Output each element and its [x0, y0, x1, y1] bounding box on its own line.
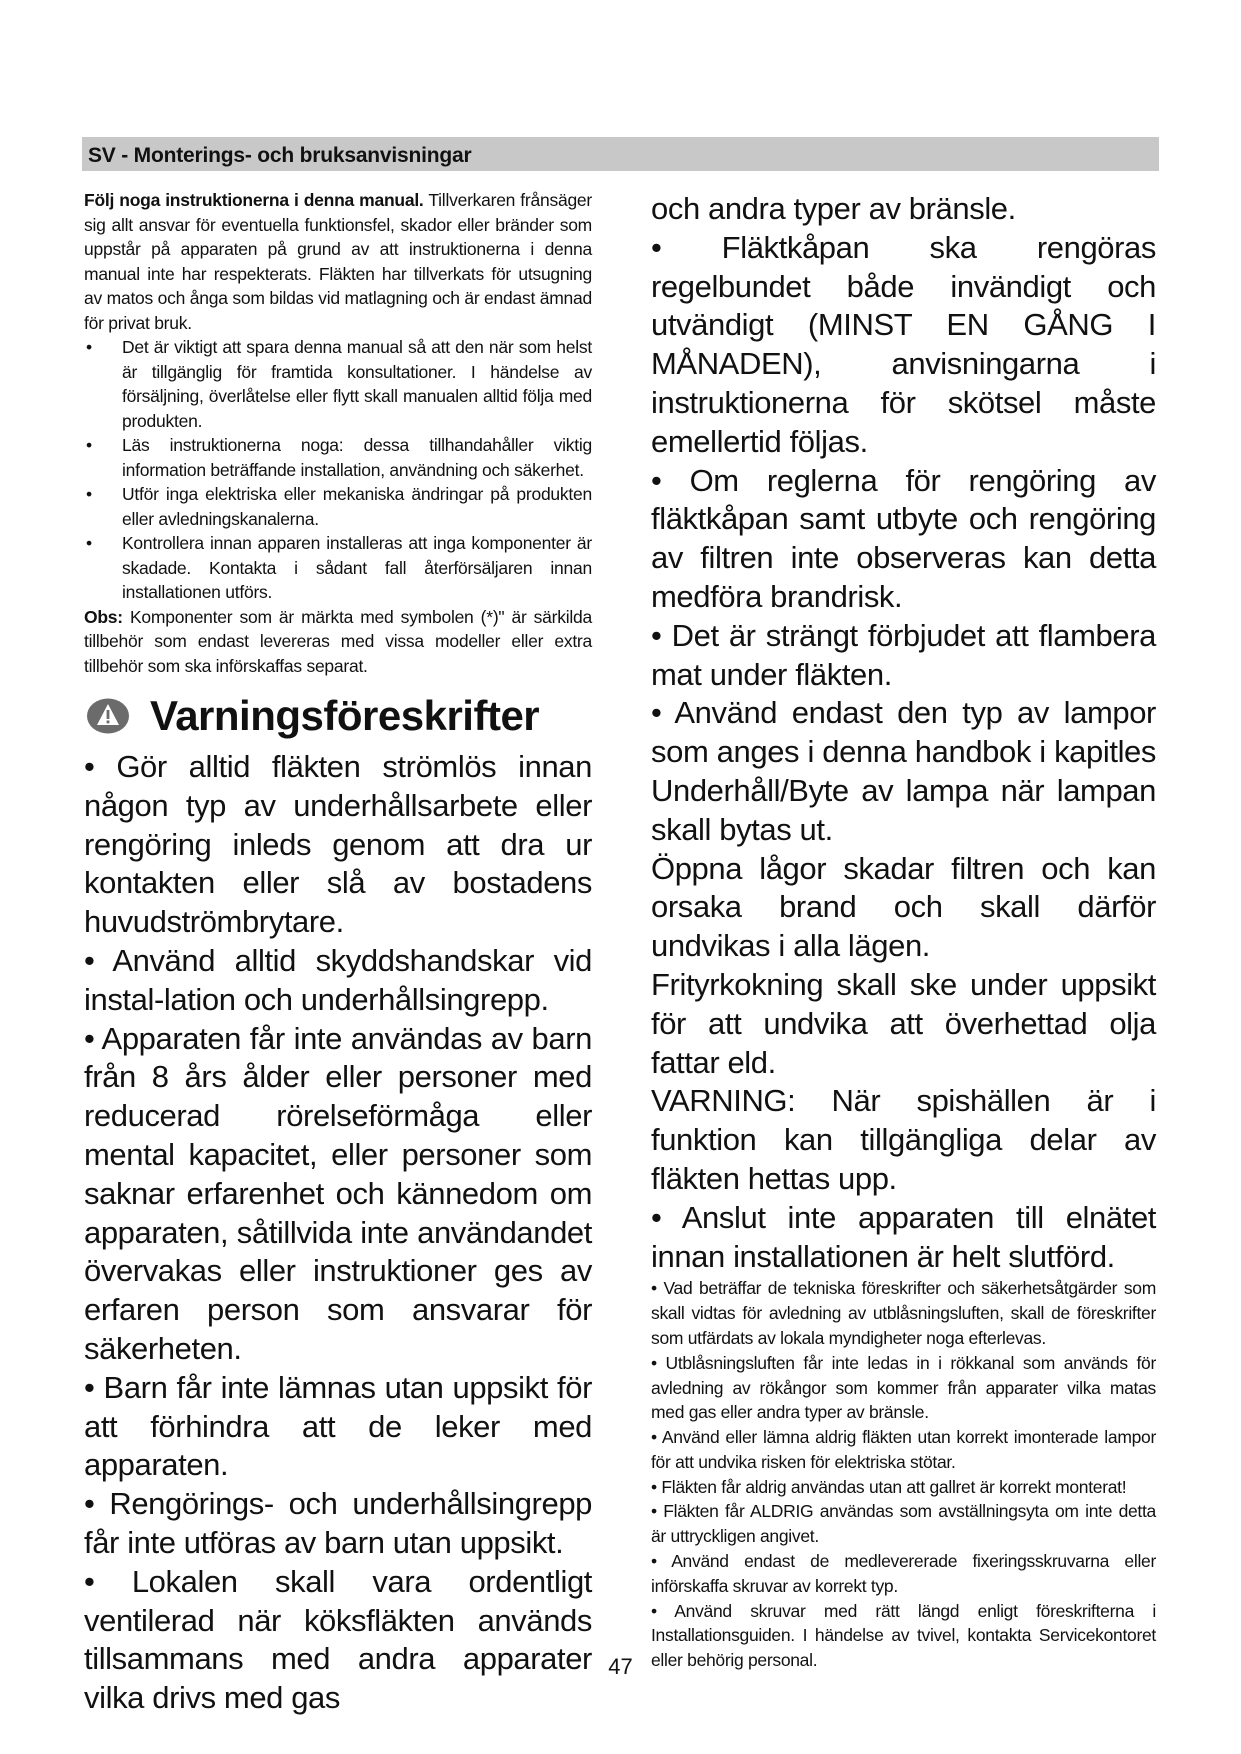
warning-paragraph: • Gör alltid fläkten strömlös innan någon typ av underhållsarbete eller rengöring inleds genom att dra ur kontakten eller slå av bostadens huvudströmbrytare.	[84, 749, 592, 940]
section-header-bar	[82, 137, 1159, 171]
warning-paragraph: • Fläktkåpan ska rengöras regelbundet både invändigt och utvändigt (MINST EN GÅNG I MÅNADEN), anvisningarna i instruktionerna för skötsel måste emellertid följas.	[651, 229, 1156, 459]
list-item	[84, 531, 592, 605]
obs-text: Komponenter som är märkta med symbolen (*)" är särkilda tillbehör som endast levereras med vissa modeller eller extra tillbehör som ska införskaffas separat.	[84, 606, 592, 676]
bullet-text: Det är viktigt att spara denna manual så att den när som helst är tillgänglig för framtida konsultationer. I händelse av försäljning, överlåtelse eller flytt skall manualen alltid följa med produkten.	[122, 337, 592, 431]
warning-paragraph: • Fläkten får ALDRIG användas som avställningsyta om inte detta är uttryckligen angivet.	[651, 1501, 1156, 1547]
list-item	[84, 433, 592, 482]
intro-text: Tillverkaren frånsäger sig allt ansvar för eventuella funktionsfel, skador eller bränder som uppstår på apparaten på grund av att instruktionerna i denna manual inte har respekterats. Fläkten har tillverkats för utsugning av matos och ånga som bildas vid matlagning och är endast ämnad för privat bruk.	[84, 190, 592, 333]
list-item	[84, 335, 592, 433]
warning-paragraph: • Det är strängt förbjudet att flambera mat under fläkten.	[651, 617, 1156, 692]
warning-paragraph: • Anslut inte apparaten till elnätet innan installationen är helt slutförd.	[651, 1199, 1156, 1274]
bullet-symbol: •	[86, 337, 92, 357]
warning-paragraph: • Använd endast de medlevererade fixeringsskruvarna eller införskaffa skruvar av korrekt typ.	[651, 1551, 1156, 1596]
intro-paragraph	[84, 188, 592, 335]
warnings-left-text	[84, 748, 592, 1718]
bullet-symbol: •	[86, 435, 92, 455]
intro-bold-lead: Följ noga instruktionerna i denna manual.	[84, 190, 424, 210]
left-column	[84, 188, 592, 1718]
bullet-symbol: •	[86, 533, 92, 553]
warning-paragraph: VARNING: När spishällen är i funktion kan tillgängliga delar av fläkten hettas upp.	[651, 1083, 1156, 1196]
warning-paragraph: Öppna lågor skadar filtren och kan orsaka brand och skall därför undvikas i alla lägen.	[651, 850, 1156, 964]
warning-paragraph: • Utblåsningsluften får inte ledas in i rökkanal som används för avledning av rökångor som kommer från apparater vilka matas med gas eller andra typer av bränsle.	[651, 1352, 1156, 1423]
intro-bullet-list	[84, 335, 592, 605]
obs-label: Obs:	[84, 606, 123, 627]
warning-paragraph: • Rengörings- och underhållsingrepp får inte utföras av barn utan uppsikt.	[84, 1486, 592, 1560]
bullet-text: Utför inga elektriska eller mekaniska ändringar på produkten eller avledningskanalerna.	[122, 484, 592, 529]
warnings-heading	[84, 688, 592, 744]
bullet-symbol: •	[86, 484, 92, 504]
section-title: SV - Monterings- och bruksanvisningar	[88, 144, 472, 167]
warning-paragraph: • Använd skruvar med rätt längd enligt föreskrifterna i Installationsguiden. I händelse av tvivel, kontakta Servicekontoret eller behörig personal.	[651, 1600, 1156, 1671]
warning-paragraph: • Fläkten får aldrig användas utan att gallret är korrekt monterat!	[651, 1476, 1127, 1497]
warning-paragraph: • Vad beträffar de tekniska föreskrifter och säkerhetsåtgärder som skall vidtas för avledning av utblåsningsluften, skall de föreskrifter som utfärdats av lokala myndigheter noga efterlevas.	[651, 1278, 1156, 1348]
warning-paragraph: • Använd endast den typ av lampor som anges i denna handbok i kapitles Underhåll/Byte av lampa när lampan skall bytas ut.	[651, 695, 1156, 847]
warning-paragraph: Frityrkokning skall ske under uppsikt för att undvika att överhettad olja fattar eld.	[651, 966, 1156, 1080]
list-item	[84, 482, 592, 531]
warning-triangle-icon	[86, 697, 130, 735]
warnings-right-text	[651, 190, 1156, 1276]
warnings-right-small-text	[651, 1276, 1156, 1673]
warning-paragraph: • Använd eller lämna aldrig fläkten utan korrekt imonterade lampor för att undvika risken för elektriska stötar.	[651, 1427, 1156, 1472]
warning-paragraph: • Lokalen skall vara ordentligt ventilerad när köksfläkten används tillsammans med andra apparater vilka drivs med gas	[84, 1563, 592, 1716]
right-column	[651, 190, 1156, 1673]
bullet-text: Kontrollera innan apparen installeras att inga komponenter är skadade. Kontakta i sådant fall återförsäljaren innan installationen utförs.	[122, 533, 592, 602]
warning-paragraph: och andra typer av bränsle.	[651, 191, 1016, 226]
warning-paragraph: • Om reglerna för rengöring av fläktkåpan samt utbyte och rengöring av filtren inte observeras kan detta medföra brandrisk.	[651, 462, 1156, 614]
warning-paragraph: • Barn får inte lämnas utan uppsikt för att förhindra att de leker med apparaten.	[84, 1369, 592, 1483]
warning-paragraph: • Använd alltid skyddshandskar vid instal-lation och underhållsingrepp.	[84, 942, 592, 1017]
warning-paragraph: • Apparaten får inte användas av barn från 8 års ålder eller personer med reducerad rörelseförmåga eller mental kapacitet, eller personer som saknar erfarenhet och kännedom om apparaten, såtillvida inte användandet övervakas eller instruktioner ges av erfaren person som ansvarar för säkerheten.	[84, 1020, 592, 1366]
page-number: 47	[608, 1654, 633, 1679]
warnings-title: Varningsföreskrifter	[150, 692, 540, 739]
obs-note	[84, 605, 592, 679]
bullet-text: Läs instruktionerna noga: dessa tillhandahåller viktig information beträffande installation, användning och säkerhet.	[122, 435, 592, 480]
